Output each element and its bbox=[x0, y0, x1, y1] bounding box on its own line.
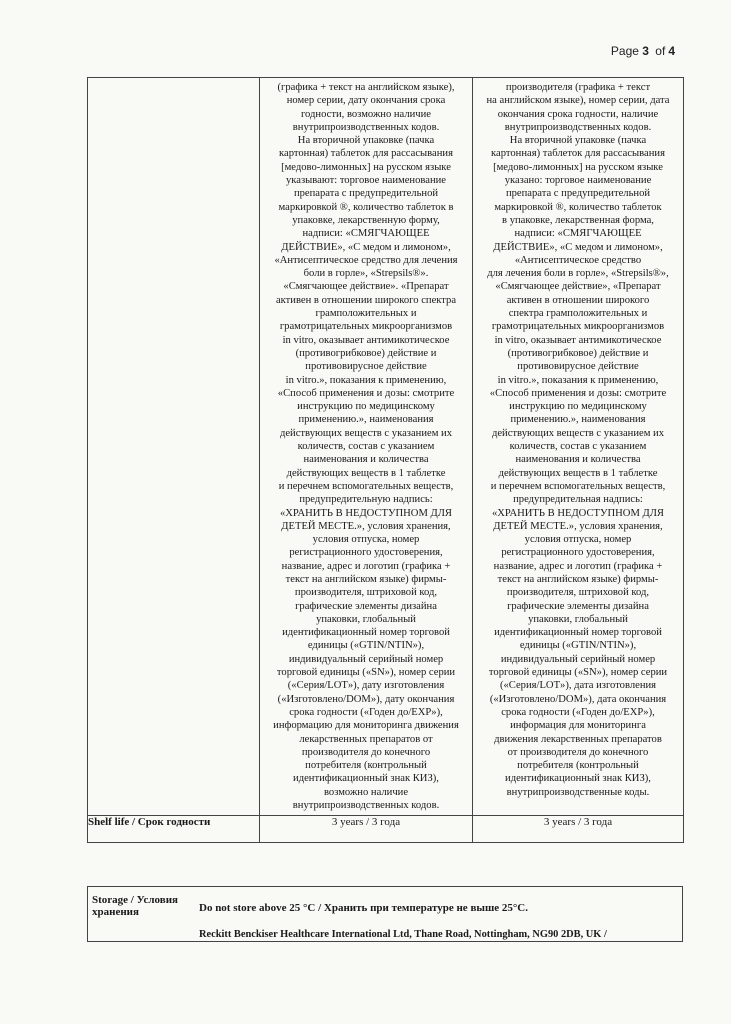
text-line: внутрипроизводственных кодов. bbox=[292, 800, 440, 812]
text-line: и перечнем вспомогательных веществ, bbox=[278, 480, 454, 492]
text-line: условия отпуска, номер bbox=[312, 534, 420, 546]
text-line: действующих веществ с указанием их bbox=[491, 427, 665, 439]
text-line: [медово-лимонных] на русском языке bbox=[493, 161, 663, 173]
text-line: ДЕЙСТВИЕ», «С медом и лимоном», bbox=[281, 241, 451, 253]
text-line: надписи: «СМЯГЧАЮЩЕЕ bbox=[514, 228, 642, 240]
text-line: информация для мониторинга bbox=[510, 720, 646, 732]
text-line: «Способ применения и дозы: смотрите bbox=[277, 387, 455, 399]
text-line: «ХРАНИТЬ В НЕДОСТУПНОМ ДЛЯ bbox=[491, 507, 664, 519]
page-of: of bbox=[655, 44, 666, 58]
text-line: регистрационного удостоверения, bbox=[501, 547, 655, 559]
text-line: потребителя (контрольный bbox=[305, 760, 427, 772]
text-line: картонная) таблеток для рассасывания bbox=[279, 148, 453, 160]
text-line: движения лекарственных препаратов bbox=[494, 733, 662, 745]
text-line: «ХРАНИТЬ В НЕДОСТУПНОМ ДЛЯ bbox=[279, 507, 452, 519]
text-line: in vitro.», показания к применению, bbox=[497, 374, 659, 386]
text-line: указывают: торговое наименование bbox=[285, 175, 447, 187]
text-line: наименования и количества bbox=[303, 454, 429, 466]
page-current: 3 bbox=[642, 44, 649, 58]
text-line: срока годности («Годен до/EXP»), bbox=[289, 706, 443, 718]
text-line: картонная) таблеток для рассасывания bbox=[491, 148, 665, 160]
text-line: лекарственных препаратов от bbox=[299, 733, 433, 745]
text-line: производителя, штриховой код, bbox=[294, 587, 438, 599]
text-line: ДЕЙСТВИЕ», «С медом и лимоном», bbox=[493, 241, 663, 253]
storage-box bbox=[87, 886, 683, 942]
text-line: идентификационный номер торговой bbox=[282, 627, 450, 639]
text-line: препарата с предупредительной bbox=[293, 188, 439, 200]
text-line: грамположительных и bbox=[315, 308, 417, 320]
composition-label-cell bbox=[88, 78, 260, 816]
text-line: единицы («GTIN/NTIN»), bbox=[307, 640, 425, 652]
composition-row bbox=[88, 78, 684, 816]
shelf-life-col3: 3 years / 3 года bbox=[473, 816, 684, 843]
text-line: название, адрес и логотип (графика + bbox=[281, 560, 451, 572]
text-line: (противогрибковое) действие и bbox=[507, 347, 649, 359]
text-line: срока годности («Годен до/EXP»), bbox=[501, 706, 655, 718]
text-line: препарата с предупредительной bbox=[505, 188, 651, 200]
page-prefix: Page bbox=[610, 44, 639, 58]
specification-table bbox=[87, 77, 684, 843]
text-line: на английском языке), номер серии, дата bbox=[486, 95, 670, 107]
text-line: упаковки, глобальный bbox=[528, 613, 628, 625]
text-line: окончания срока годности, наличие bbox=[497, 108, 659, 120]
text-line: потребителя (контрольный bbox=[517, 760, 639, 772]
composition-col3-cell bbox=[473, 78, 684, 816]
text-line: индивидуальный серийный номер bbox=[500, 653, 656, 665]
text-line: от производителя до конечного bbox=[507, 746, 649, 758]
text-line: «Способ применения и дозы: смотрите bbox=[489, 387, 667, 399]
text-line: производителя до конечного bbox=[301, 746, 431, 758]
text-line: противовирусное действие bbox=[517, 361, 639, 373]
text-line: грамотрицательных микроорганизмов bbox=[491, 321, 665, 333]
text-line: единицы («GTIN/NTIN»), bbox=[519, 640, 637, 652]
shelf-life-label: Shelf life / Срок годности bbox=[88, 816, 260, 843]
text-line: в упаковке, лекарственная форма, bbox=[502, 214, 654, 226]
text-line: На вторичной упаковке (пачка bbox=[297, 135, 435, 147]
text-line: производителя, штриховой код, bbox=[506, 587, 650, 599]
text-line: надписи: «СМЯГЧАЮЩЕЕ bbox=[302, 228, 430, 240]
text-line: условия отпуска, номер bbox=[524, 534, 632, 546]
text-line: идентификационный знак КИЗ), bbox=[293, 773, 439, 785]
text-line: номер серии, дату окончания срока bbox=[286, 95, 446, 107]
page-total: 4 bbox=[668, 44, 675, 58]
text-line: индивидуальный серийный номер bbox=[288, 653, 444, 665]
text-line: активен в отношении широкого bbox=[506, 294, 650, 306]
text-line: текст на английском языке) фирмы- bbox=[285, 573, 447, 585]
text-line: графические элементы дизайна bbox=[507, 600, 649, 612]
text-line: in vitro, оказывает антимикотическое bbox=[494, 334, 662, 346]
text-line: ДЕТЕЙ МЕСТЕ.», условия хранения, bbox=[493, 520, 663, 532]
storage-label: Storage / Условия хранения bbox=[92, 894, 178, 918]
text-line: и перечнем вспомогательных веществ, bbox=[490, 480, 666, 492]
text-line: графические элементы дизайна bbox=[295, 600, 437, 612]
text-line: действующих веществ с указанием их bbox=[279, 427, 453, 439]
text-line: информацию для мониторинга движения bbox=[273, 720, 459, 732]
text-line: «Смягчающее действие». «Препарат bbox=[283, 281, 449, 293]
text-line: торговой единицы («SN»), номер серии bbox=[276, 667, 456, 679]
text-line: активен в отношении широкого спектра bbox=[275, 294, 457, 306]
text-line: («Серия/LOT»), дату изготовления bbox=[287, 680, 445, 692]
text-line: идентификационный номер торговой bbox=[494, 627, 662, 639]
text-line: упаковки, глобальный bbox=[316, 613, 416, 625]
text-line: внутрипроизводственных кодов. bbox=[292, 121, 440, 133]
text-line: внутрипроизводственных кодов. bbox=[504, 121, 652, 133]
text-line: ДЕТЕЙ МЕСТЕ.», условия хранения, bbox=[281, 520, 451, 532]
text-line: наименования и количества bbox=[515, 454, 641, 466]
text-line: количеств, состав с указанием bbox=[509, 441, 647, 453]
text-line: in vitro.», показания к применению, bbox=[285, 374, 447, 386]
text-line: упаковке, лекарственную форму, bbox=[292, 214, 440, 226]
storage-text: Do not store above 25 °C / Хранить при температуре не выше 25°C. bbox=[199, 902, 528, 914]
text-line: инструкцию по медицинскому bbox=[509, 401, 647, 413]
text-line: действующих веществ в 1 таблетке bbox=[498, 467, 658, 479]
text-line: идентификационный знак КИЗ), bbox=[505, 773, 651, 785]
text-line: («Изготовлено/DOM»), дата окончания bbox=[489, 693, 667, 705]
text-line: маркировкой ®, количество таблеток в bbox=[278, 201, 454, 213]
text-line: in vitro, оказывает антимикотическое bbox=[282, 334, 450, 346]
text-line: «Смягчающее действие», «Препарат bbox=[495, 281, 661, 293]
text-line: указано: торговое наименование bbox=[504, 175, 652, 187]
manufacturer-address: Reckitt Benckiser Healthcare International Ltd, Thane Road, Nottingham, NG90 2DB, UK / bbox=[199, 929, 607, 940]
text-line: применению.», наименования bbox=[298, 414, 434, 426]
text-line: инструкцию по медицинскому bbox=[297, 401, 435, 413]
text-line: предупредительную надпись: bbox=[299, 494, 433, 506]
text-line: спектра грамположительных и bbox=[508, 308, 648, 320]
text-line: На вторичной упаковке (пачка bbox=[509, 135, 647, 147]
text-line: грамотрицательных микроорганизмов bbox=[279, 321, 453, 333]
text-line: производителя (графика + текст bbox=[505, 82, 651, 93]
text-line: действующих веществ в 1 таблетке bbox=[286, 467, 446, 479]
text-line: («Изготовлено/DOM»), дату окончания bbox=[277, 693, 455, 705]
text-line: торговой единицы («SN»), номер серии bbox=[488, 667, 668, 679]
text-line: внутрипроизводственные коды. bbox=[506, 786, 650, 798]
text-line: противовирусное действие bbox=[305, 361, 427, 373]
shelf-life-row bbox=[88, 816, 684, 843]
text-line: «Антисептическое средство bbox=[514, 254, 642, 266]
shelf-life-col2: 3 years / 3 года bbox=[260, 816, 473, 843]
text-line: (противогрибковое) действие и bbox=[295, 347, 437, 359]
text-line: «Антисептическое средство для лечения bbox=[274, 254, 458, 266]
text-line: (графика + текст на английском языке), bbox=[277, 82, 455, 93]
text-line: [медово-лимонных] на русском языке bbox=[281, 161, 451, 173]
text-line: название, адрес и логотип (графика + bbox=[493, 560, 663, 572]
composition-col2-cell bbox=[260, 78, 473, 816]
text-line: регистрационного удостоверения, bbox=[289, 547, 443, 559]
text-line: для лечения боли в горле», «Strepsils®», bbox=[487, 268, 669, 280]
text-line: боли в горле», «Strepsils®». bbox=[303, 268, 429, 280]
text-line: текст на английском языке) фирмы- bbox=[497, 573, 659, 585]
composition-col3-text bbox=[473, 78, 683, 802]
composition-col2-text bbox=[260, 78, 472, 815]
page-number bbox=[611, 44, 675, 58]
text-line: маркировкой ®, количество таблеток bbox=[494, 201, 662, 213]
text-line: применению.», наименования bbox=[510, 414, 646, 426]
text-line: («Серия/LOT»), дата изготовления bbox=[499, 680, 657, 692]
text-line: возможно наличие bbox=[323, 786, 409, 798]
text-line: годности, возможно наличие bbox=[300, 108, 432, 120]
text-line: предупредительная надпись: bbox=[513, 494, 643, 506]
text-line: количеств, состав с указанием bbox=[297, 441, 435, 453]
